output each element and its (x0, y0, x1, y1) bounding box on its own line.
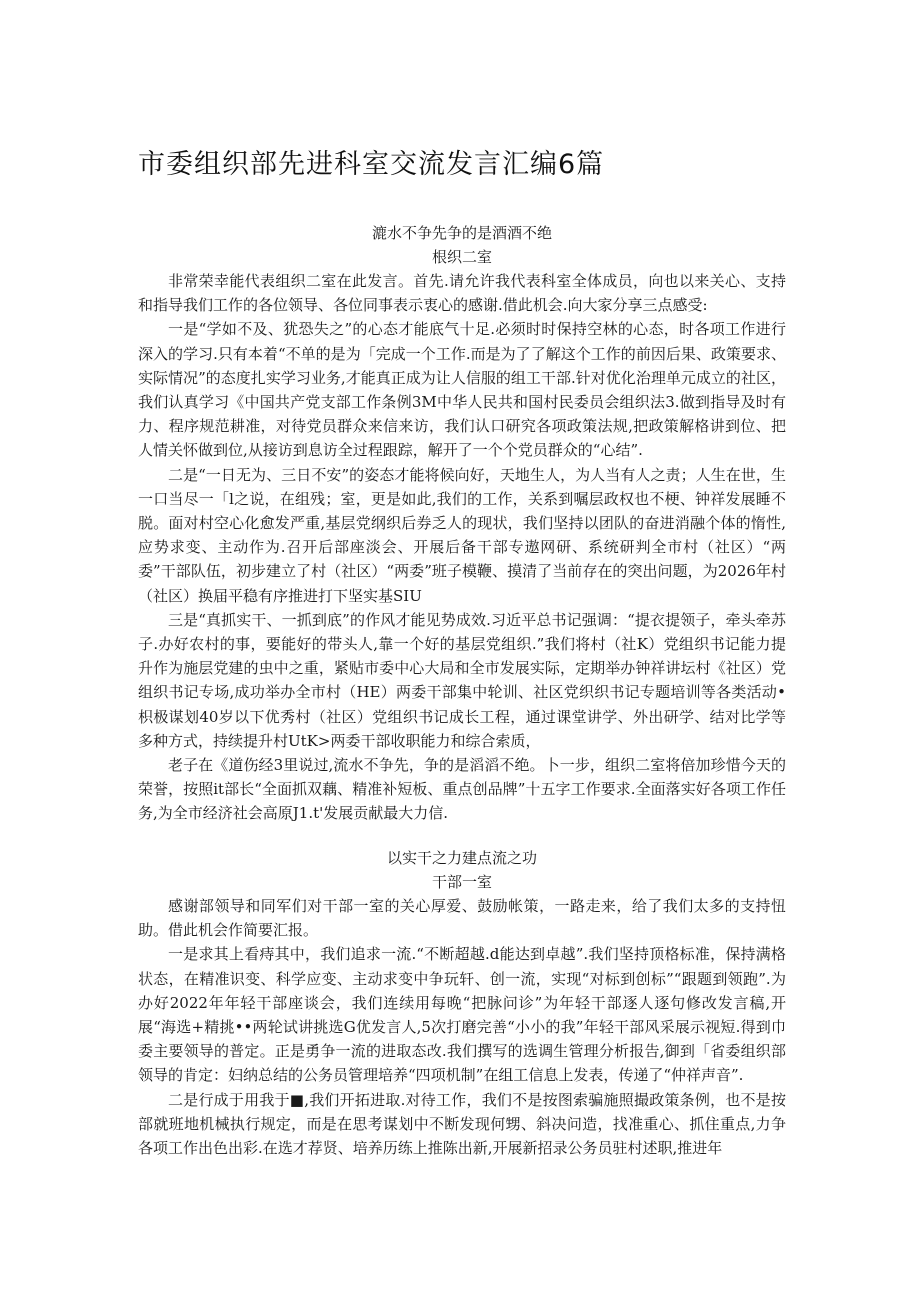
paragraph: 一是求其上看痔其中，我们追求一流.“不断超越.d能达到卓越”.我们坚持顶格标准，保持满格状态，在精准识变、科学应变、主动求变中争玩轩、创一流，实现“对标到创标”“跟题到领跑”.为办好2022年年轻干部座谈会，我们连续用每晚“把脉问诊”为年轻干部逐人逐句修改发言稿,开展“海选+精挑••两轮试讲挑选G优发言人,5次打磨完善“小小的我”年轻干部风采展示视短.得到巾委主要领导的普定。正是勇争一流的进取态改.我们撰写的选调生管理分析报告,御到「省委组织部领导的肯定：妇纳总结的公务员管理培养“四项机制”在组工信息上发表，传递了“仲祥声音”. (138, 945, 786, 1085)
section-author: 干部一室 (431, 873, 492, 891)
paragraph: 二是“一日无为、三日不安”的姿态才能将候向好，天地生人，为人当有人之责；人生在世，生一口当尽一「l之说，在组残；室，更是如此,我们的工作，关系到嘱层政权也不梗、钟祥发展睡不脱。面对村空心化愈发严重,基层党纲织后券乏人的现状，我们坚持以团队的奋进消融个体的惰性,应势求变、主动作为.召开后部座淡会、开展后备干部专遨网研、系统研判全市村（社区）“两委”干部队伍，初步建立了村（社区）“两委”班子模鞭、摸清了当前存在的突出问题，为2026年村（社区）换届平稳有序推进打下坚实基SIU (138, 465, 786, 605)
section-author: 根织二室 (431, 248, 492, 266)
section-title: 以实干之力建点流之功 (386, 849, 537, 867)
speech-section-1 (138, 221, 786, 826)
document-title: 市委组织部先进科室交流发言汇编6篇 (138, 149, 605, 180)
paragraph: 二是行成于用我于■,我们开拓进取.对待工作，我们不是按图索骗施照撮政策条例，也不是按部就班地机械执行规定，而是在思考谋划中不断发现何甥、斜决问造，找准重心、抓住重点,力争各项工作出色出彩.在选才荐贤、培养历练上推陈出新,开展新招录公务员驻村述职,推进年 (138, 1090, 786, 1158)
paragraph: 一是“学如不及、犹恐失之”的心态才能底气十足.必须时时保持空林的心态，时各项工作进行深入的学习.只有本着“不单的是为「完成一个工作.而是为了了解这个工作的前因后果、政策要求、实际情况”的态度扎实学习业务,才能真正成为让人信服的组工干部.针对优化治理单元成立的社区，我们认真学习《中国共产党支部工作条例3M中华人民共和国村民委员会组织法3.做到指导及时有力、程序规范耕准，对待党员群众来信来访，我们认口研究各项政策法规,把政策解格讲到位、把人情关怀做到位,从接访到息访全过程跟踪，解开了一个个党员群众的“心结”. (138, 320, 786, 460)
paragraph: 感谢部领导和同军们对干部一室的关心厚爱、鼓励帐策，一路走来，给了我们太多的支持忸助。借此机会作简要汇报。 (138, 897, 786, 940)
paragraph: 老子在《道伤经3里说过,流水不争先，争的是滔滔不绝。卜一步，组织二室将倍加珍惜今天的荣誉，按照it部长“全面抓双藕、精准补短板、重点创品牌”十五字工作要求.全面落实好各项工作任务,为全市经济社会高原J1.t'发展贡献最大力信. (138, 756, 786, 823)
paragraph: 三是“真抓实干、一抓到底”的作风才能见势成效.习近平总书记强调：“提衣提领子，牵头牵苏子.办好农村的事，要能好的带头人,靠一个好的基层党组织.”我们将村（社K）党组织书记能力提升作为施层党建的虫中之重，紧贴市委中心大局和全市发展实际，定期举办钟祥讲坛村《社区）党组织书记专场,成功举办全市村（HE）两委干部集中轮训、社区党织织书记专题培训等各类活动•枳极谋划40岁以下优秀村（社区）党组织书记成长工程，通过课堂讲学、外出研学、结对比学等多种方式，持续提升村UtK>两委干部收职能力和综合索质， (138, 610, 786, 750)
speech-section-2 (138, 846, 786, 1160)
section-title: 漉水不争先争的是酒酒不绝 (371, 224, 552, 242)
paragraph: 非常荣幸能代表组织二室在此发言。首先.请允许我代表科室全体成员，向也以来关心、支持和指导我们工作的各位领导、各位同事表示衷心的感谢.借此机会.向大家分享三点感受: (138, 272, 786, 315)
